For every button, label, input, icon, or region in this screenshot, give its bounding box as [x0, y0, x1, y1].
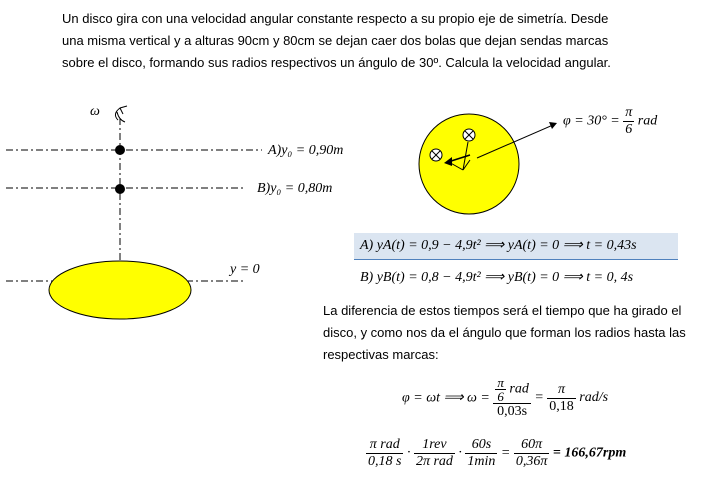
rpm-fraction-1: [366, 437, 403, 470]
mark-b-icon: [463, 129, 475, 141]
rpm-fraction-3: [465, 437, 497, 470]
rotation-arrow-icon: [115, 106, 127, 122]
explanation-line: La diferencia de estos tiempos será el tiempo que ha girado el: [323, 303, 682, 318]
angle-eq: φ = 30° =: [563, 113, 620, 129]
rpm-f2-den: 2π rad: [415, 454, 453, 469]
ball-a: [115, 145, 125, 155]
height-b-label: B)y₀ = 0,80m: [257, 181, 333, 196]
omega-unit: rad/s: [579, 390, 609, 405]
mark-a-icon: [430, 149, 442, 161]
omega-f1-num: [493, 376, 530, 404]
pi-over-six: [495, 376, 506, 403]
omega-f2-den: 0,18: [549, 398, 574, 414]
explanation-paragraph: [323, 300, 693, 366]
equation-b: B) yB(t) = 0,8 − 4,9t² ⟹ yB(t) = 0 ⟹ t = 0, 4s: [360, 270, 634, 285]
rad-unit: rad: [509, 381, 529, 397]
omega-fraction-2: [547, 382, 576, 415]
disc-side-view: [49, 261, 191, 319]
rpm-eq: =: [500, 445, 511, 461]
ball-b: [115, 184, 125, 194]
angle-label: [563, 105, 657, 138]
rpm-f2-num: 1rev: [414, 437, 455, 454]
mult-dot: ·: [458, 445, 462, 461]
omega-f2-num: π: [547, 382, 576, 399]
omega-formula: [402, 376, 608, 420]
rpm-formula: [366, 437, 626, 470]
explanation-line: disco, y como nos da el ángulo que forman los radios hasta las: [323, 325, 686, 340]
omega-fraction-1: [493, 376, 530, 420]
omega-f1-den: 0,03s: [497, 404, 528, 419]
rpm-f1-den: 0,18 s: [368, 454, 402, 469]
rpm-fraction-4: [514, 437, 550, 470]
rpm-result: = 166,67rpm: [552, 445, 627, 461]
angle-fraction: [623, 105, 634, 138]
omega-lhs: φ = ωt ⟹ ω =: [402, 390, 490, 406]
height-a-label: A)y₀ = 0,90m: [268, 143, 344, 158]
equation-a: A) yA(t) = 0,9 − 4,9t² ⟹ yA(t) = 0 ⟹ t = 0,43s: [360, 238, 637, 253]
rpm-f4-den: 0,36π: [515, 454, 548, 469]
mult-dot: ·: [406, 445, 411, 461]
pi-top: π: [497, 375, 504, 390]
statement-line: sobre el disco, formando sus radios respectivos un ángulo de 30º. Calcula la velocidad angular.: [62, 55, 611, 70]
angle-unit: rad: [637, 113, 658, 129]
explanation-line: respectivas marcas:: [323, 347, 439, 362]
rpm-f4-num: 60π: [514, 437, 550, 454]
six-bottom: 6: [497, 389, 504, 404]
angle-num: π: [625, 105, 633, 120]
omega-eq: =: [534, 390, 544, 405]
statement-line: Un disco gira con una velocidad angular constante respecto a su propio eje de simetría. Desde: [62, 11, 609, 26]
statement-line: una misma vertical y a alturas 90cm y 80cm se dejan caer dos bolas que dejan sendas marcas: [62, 33, 609, 48]
omega-label: ω: [90, 104, 100, 119]
angle-den: 6: [625, 122, 633, 137]
rpm-f3-num: 60s: [465, 437, 497, 454]
rpm-f3-den: 1min: [467, 454, 496, 469]
rpm-f1-num: π rad: [366, 437, 403, 454]
angle-label-arrowhead: [549, 122, 557, 129]
rpm-fraction-2: [414, 437, 455, 470]
ground-label: y = 0: [230, 262, 260, 277]
